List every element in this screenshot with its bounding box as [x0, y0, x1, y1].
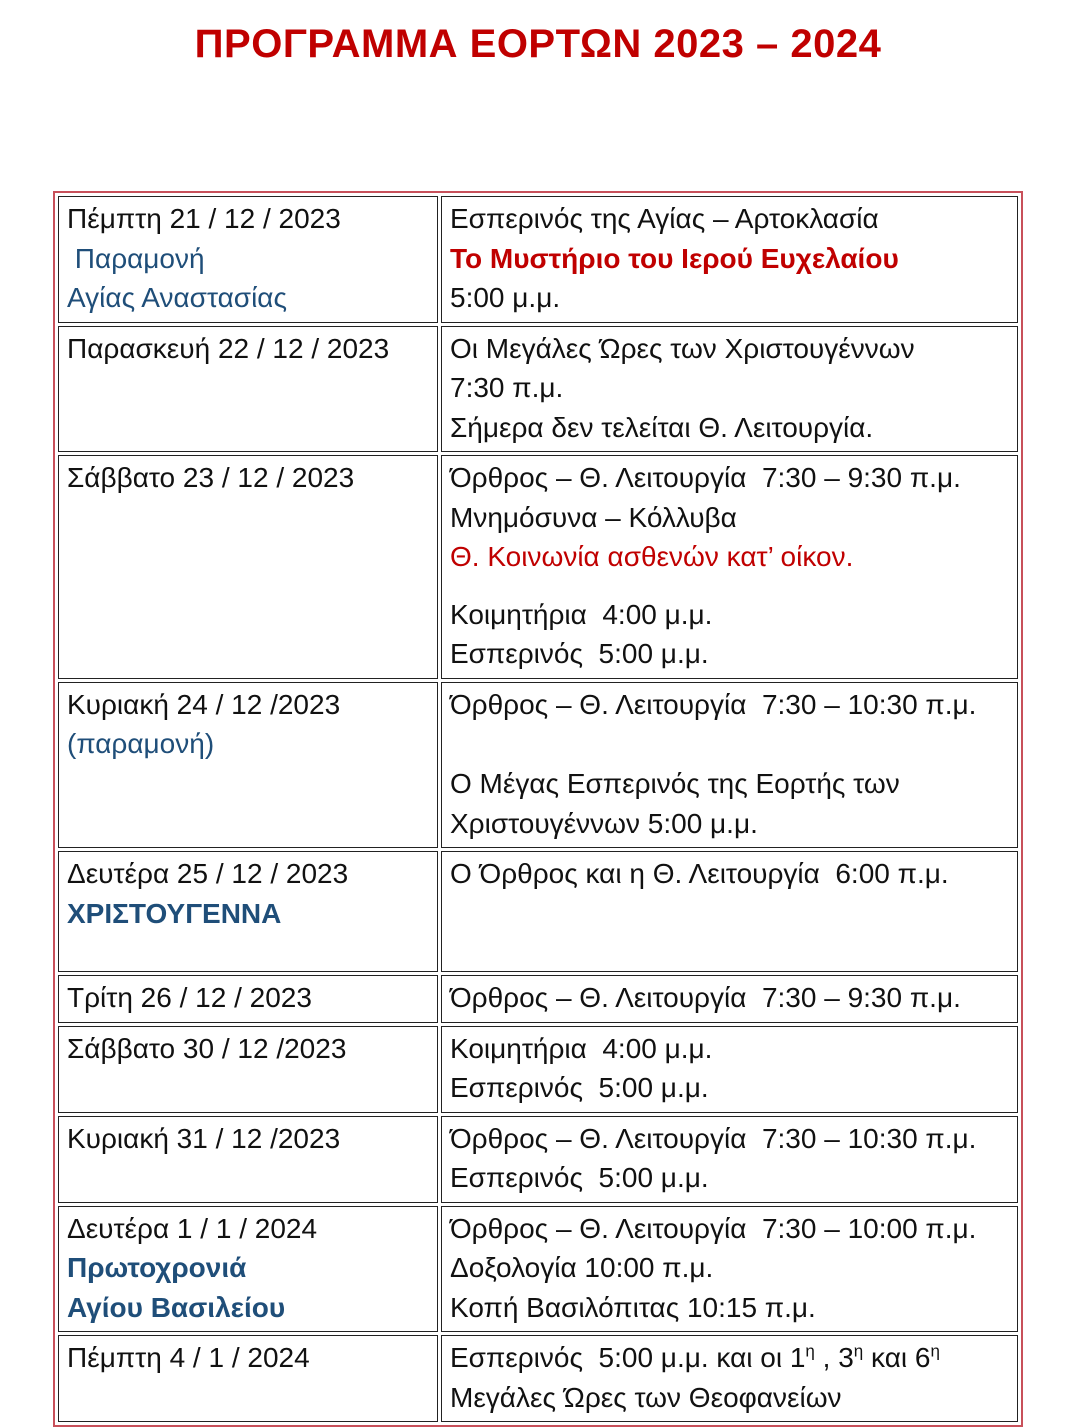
- date-text: Σάββατο 23 / 12 / 2023: [67, 462, 355, 493]
- event-text: Όρθρος – Θ. Λειτουργία 7:30 – 9:30 π.μ.: [450, 462, 961, 493]
- table-row: [58, 1026, 1018, 1113]
- event-time: 7:30 π.μ.: [450, 372, 564, 403]
- event-text: Κοπή Βασιλόπιτας 10:15 π.μ.: [450, 1291, 816, 1323]
- event-text: Κοιμητήρια 4:00 μ.μ.: [450, 1032, 713, 1064]
- day-cell: [58, 455, 438, 679]
- event-text: Όρθρος – Θ. Λειτουργία 7:30 – 10:30 π.μ.: [450, 1122, 977, 1154]
- event-text: Εσπερινός της Αγίας – Αρτοκλασία: [450, 203, 879, 234]
- occasion-text: Παραμονή: [67, 242, 205, 274]
- event-text-highlight: Θ. Κοινωνία ασθενών κατ’ οίκον.: [450, 541, 854, 572]
- date-text: Τρίτη 26 / 12 / 2023: [67, 982, 312, 1013]
- event-text: Όρθρος – Θ. Λειτουργία 7:30 – 9:30 π.μ.: [450, 982, 961, 1013]
- date-text: Πέμπτη 4 / 1 / 2024: [67, 1342, 310, 1373]
- event-note: Σήμερα δεν τελείται Θ. Λειτουργία.: [450, 411, 874, 443]
- event-text: Χριστουγέννων 5:00 μ.μ.: [450, 807, 758, 839]
- table-row: [58, 851, 1018, 972]
- occasion-text: Πρωτοχρονιά: [67, 1252, 247, 1283]
- event-text: Δοξολογία 10:00 π.μ.: [450, 1252, 714, 1283]
- event-text-part: , 3: [814, 1342, 854, 1373]
- event-text: Ο Όρθρος και η Θ. Λειτουργία 6:00 π.μ.: [450, 858, 949, 889]
- day-cell: [58, 1116, 438, 1203]
- event-text: Μεγάλες Ώρες των Θεοφανείων: [450, 1381, 842, 1413]
- date-text: Παρασκευή 22 / 12 / 2023: [67, 332, 390, 364]
- table-row: [58, 975, 1018, 1023]
- occasion-text: (παραμονή): [67, 728, 215, 759]
- table-row: [58, 682, 1018, 849]
- event-text: Κοιμητήρια 4:00 μ.μ.: [450, 598, 713, 630]
- event-text: Όρθρος – Θ. Λειτουργία 7:30 – 10:30 π.μ.: [450, 688, 977, 720]
- event-text: Μνημόσυνα – Κόλλυβα: [450, 501, 737, 533]
- event-time: 5:00 μ.μ.: [450, 282, 561, 313]
- table-row: [58, 326, 1018, 453]
- event-text: Εσπερινός 5:00 μ.μ.: [450, 1072, 709, 1103]
- spacer: [450, 577, 1009, 595]
- events-cell: [441, 1026, 1018, 1113]
- events-cell: [441, 1206, 1018, 1333]
- event-text-part: Εσπερινός 5:00 μ.μ. και οι 1: [450, 1342, 806, 1373]
- events-cell: [441, 1335, 1018, 1422]
- ordinal-superscript: η: [853, 1341, 864, 1361]
- day-cell: [58, 196, 438, 323]
- event-text: Εσπερινός 5:00 μ.μ.: [450, 638, 709, 669]
- occasion-text: Αγίας Αναστασίας: [67, 282, 287, 313]
- event-text-part: και 6: [863, 1342, 931, 1373]
- occasion-text: ΧΡΙΣΤΟΥΓΕΝΝΑ: [67, 897, 282, 929]
- occasion-text: Αγίου Βασιλείου: [67, 1291, 286, 1323]
- table-row: [58, 455, 1018, 679]
- events-cell: [441, 326, 1018, 453]
- ordinal-superscript: η: [930, 1341, 940, 1361]
- events-cell: [441, 455, 1018, 679]
- events-cell: [441, 1116, 1018, 1203]
- events-cell: [441, 975, 1018, 1023]
- events-cell: [441, 851, 1018, 972]
- date-text: Σάββατο 30 / 12 /2023: [67, 1032, 347, 1064]
- events-cell: [441, 682, 1018, 849]
- event-text: Ο Μέγας Εσπερινός της Εορτής των: [450, 768, 900, 799]
- date-text: Δευτέρα 1 / 1 / 2024: [67, 1212, 318, 1244]
- page-title: ΠΡΟΓΡΑΜΜΑ ΕΟΡΤΩΝ 2023 – 2024: [194, 22, 882, 66]
- date-text: Κυριακή 24 / 12 /2023: [67, 688, 341, 720]
- table-row: [58, 1116, 1018, 1203]
- ordinal-superscript: η: [805, 1341, 815, 1361]
- event-text: Εσπερινός 5:00 μ.μ.: [450, 1162, 709, 1193]
- day-cell: [58, 975, 438, 1023]
- day-cell: [58, 326, 438, 453]
- day-cell: [58, 851, 438, 972]
- day-cell: [58, 1335, 438, 1422]
- feast-schedule-table: [53, 191, 1023, 1427]
- table-row: [58, 196, 1018, 323]
- day-cell: [58, 682, 438, 849]
- event-text: Οι Μεγάλες Ώρες των Χριστουγέννων: [450, 332, 915, 364]
- day-cell: [58, 1206, 438, 1333]
- event-text: Όρθρος – Θ. Λειτουργία 7:30 – 10:00 π.μ.: [450, 1212, 977, 1244]
- events-cell: [441, 196, 1018, 323]
- spacer: [450, 724, 1009, 764]
- event-text: [450, 1338, 1009, 1378]
- day-cell: [58, 1026, 438, 1113]
- table-row: [58, 1206, 1018, 1333]
- date-text: Κυριακή 31 / 12 /2023: [67, 1122, 341, 1154]
- date-text: Δευτέρα 25 / 12 / 2023: [67, 858, 349, 889]
- date-text: Πέμπτη 21 / 12 / 2023: [67, 203, 341, 234]
- table-row: [58, 1335, 1018, 1422]
- event-text-highlight: Το Μυστήριο του Ιερού Ευχελαίου: [450, 242, 899, 274]
